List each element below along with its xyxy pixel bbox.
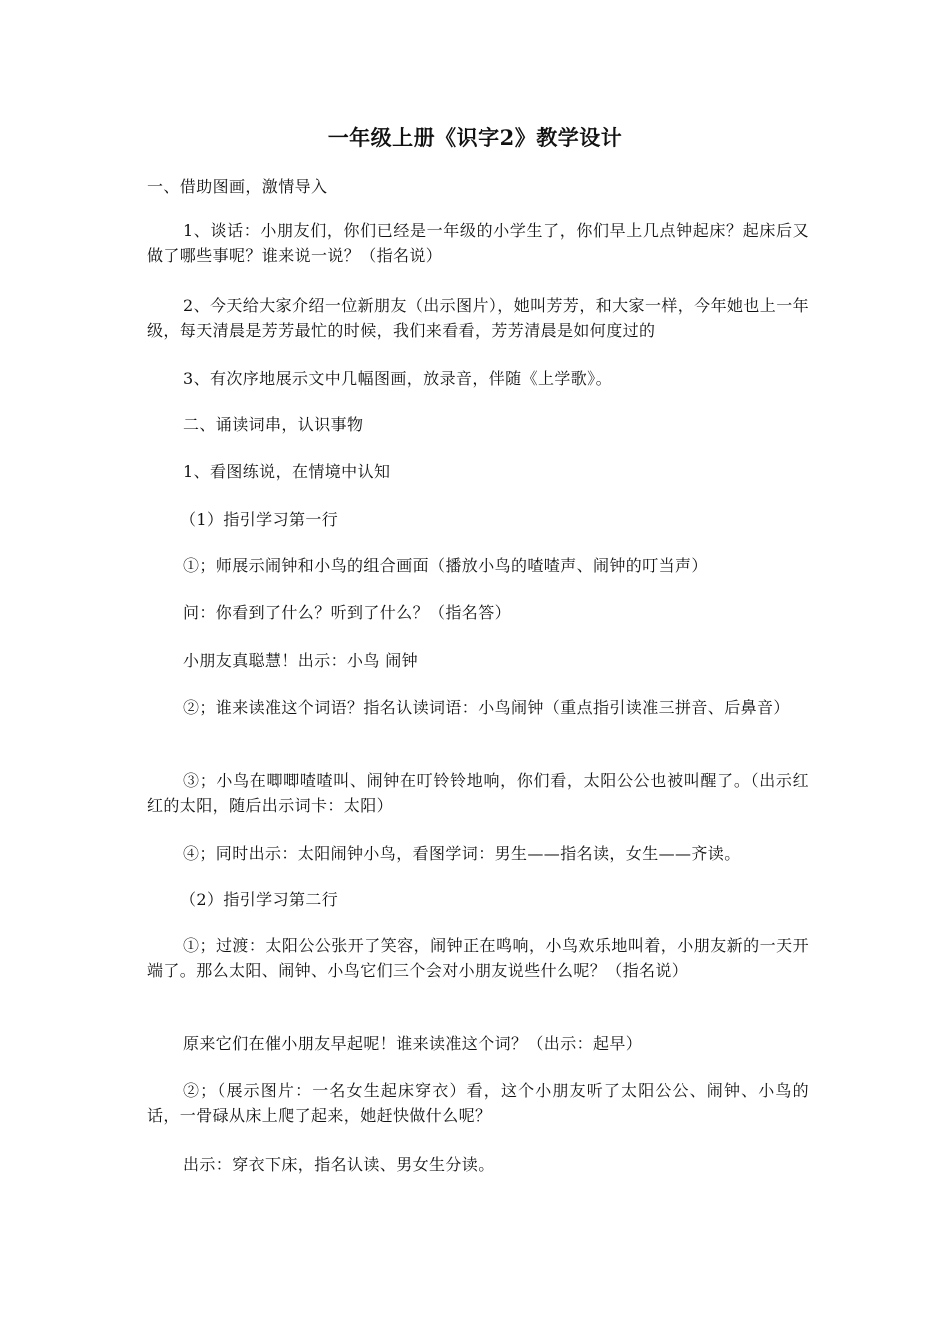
paragraph: 原来它们在催小朋友早起呢！谁来读准这个词？（出示：起早） xyxy=(183,1034,643,1053)
subheading: （1）指引学习第一行 xyxy=(180,510,339,529)
subheading: （2）指引学习第二行 xyxy=(180,890,339,909)
paragraph: ③；小鸟在唧唧喳喳叫、闹钟在叮铃铃地响，你们看，太阳公公也被叫醒了。（出示红红的太阳，随后出示词卡：太阳） xyxy=(147,771,809,815)
paragraph: 1、谈话：小朋友们，你们已经是一年级的小学生了，你们早上几点钟起床？起床后又做了哪些事呢？谁来说一说？（指名说） xyxy=(147,221,809,265)
paragraph: ①；过渡：太阳公公张开了笑容，闹钟正在鸣响，小鸟欢乐地叫着，小朋友新的一天开端了。那么太阳、闹钟、小鸟它们三个会对小朋友说些什么呢？（指名说） xyxy=(147,936,809,980)
paragraph: 小朋友真聪慧！出示：小鸟 闹钟 xyxy=(183,651,419,670)
paragraph: 问：你看到了什么？听到了什么？（指名答） xyxy=(183,603,512,622)
paragraph: 1、看图练说，在情境中认知 xyxy=(183,462,391,481)
document-title: 一年级上册《识字2》教学设计 xyxy=(327,125,623,150)
paragraph: 3、有次序地展示文中几幅图画，放录音，伴随《上学歌》。 xyxy=(183,369,612,388)
paragraph: ①；师展示闹钟和小鸟的组合画面（播放小鸟的喳喳声、闹钟的叮当声） xyxy=(183,556,708,575)
paragraph: ②；谁来读准这个词语？指名认读词语：小鸟闹钟（重点指引读准三拼音、后鼻音） xyxy=(183,698,790,717)
paragraph: 出示：穿衣下床，指名认读、男女生分读。 xyxy=(183,1155,495,1174)
paragraph: ④；同时出示：太阳闹钟小鸟，看图学词：男生——指名读，女生——齐读。 xyxy=(183,844,741,863)
paragraph: 2、今天给大家介绍一位新朋友（出示图片），她叫芳芳，和大家一样，今年她也上一年级，每天清晨是芳芳最忙的时候，我们来看看，芳芳清晨是如何度过的 xyxy=(147,296,809,340)
section-heading-1: 一、借助图画，激情导入 xyxy=(147,177,328,196)
section-heading-2: 二、诵读词串，认识事物 xyxy=(183,415,364,434)
paragraph: ②；（展示图片：一名女生起床穿衣）看，这个小朋友听了太阳公公、闹钟、小鸟的话，一骨碌从床上爬了起来，她赶快做什么呢？ xyxy=(147,1081,809,1125)
